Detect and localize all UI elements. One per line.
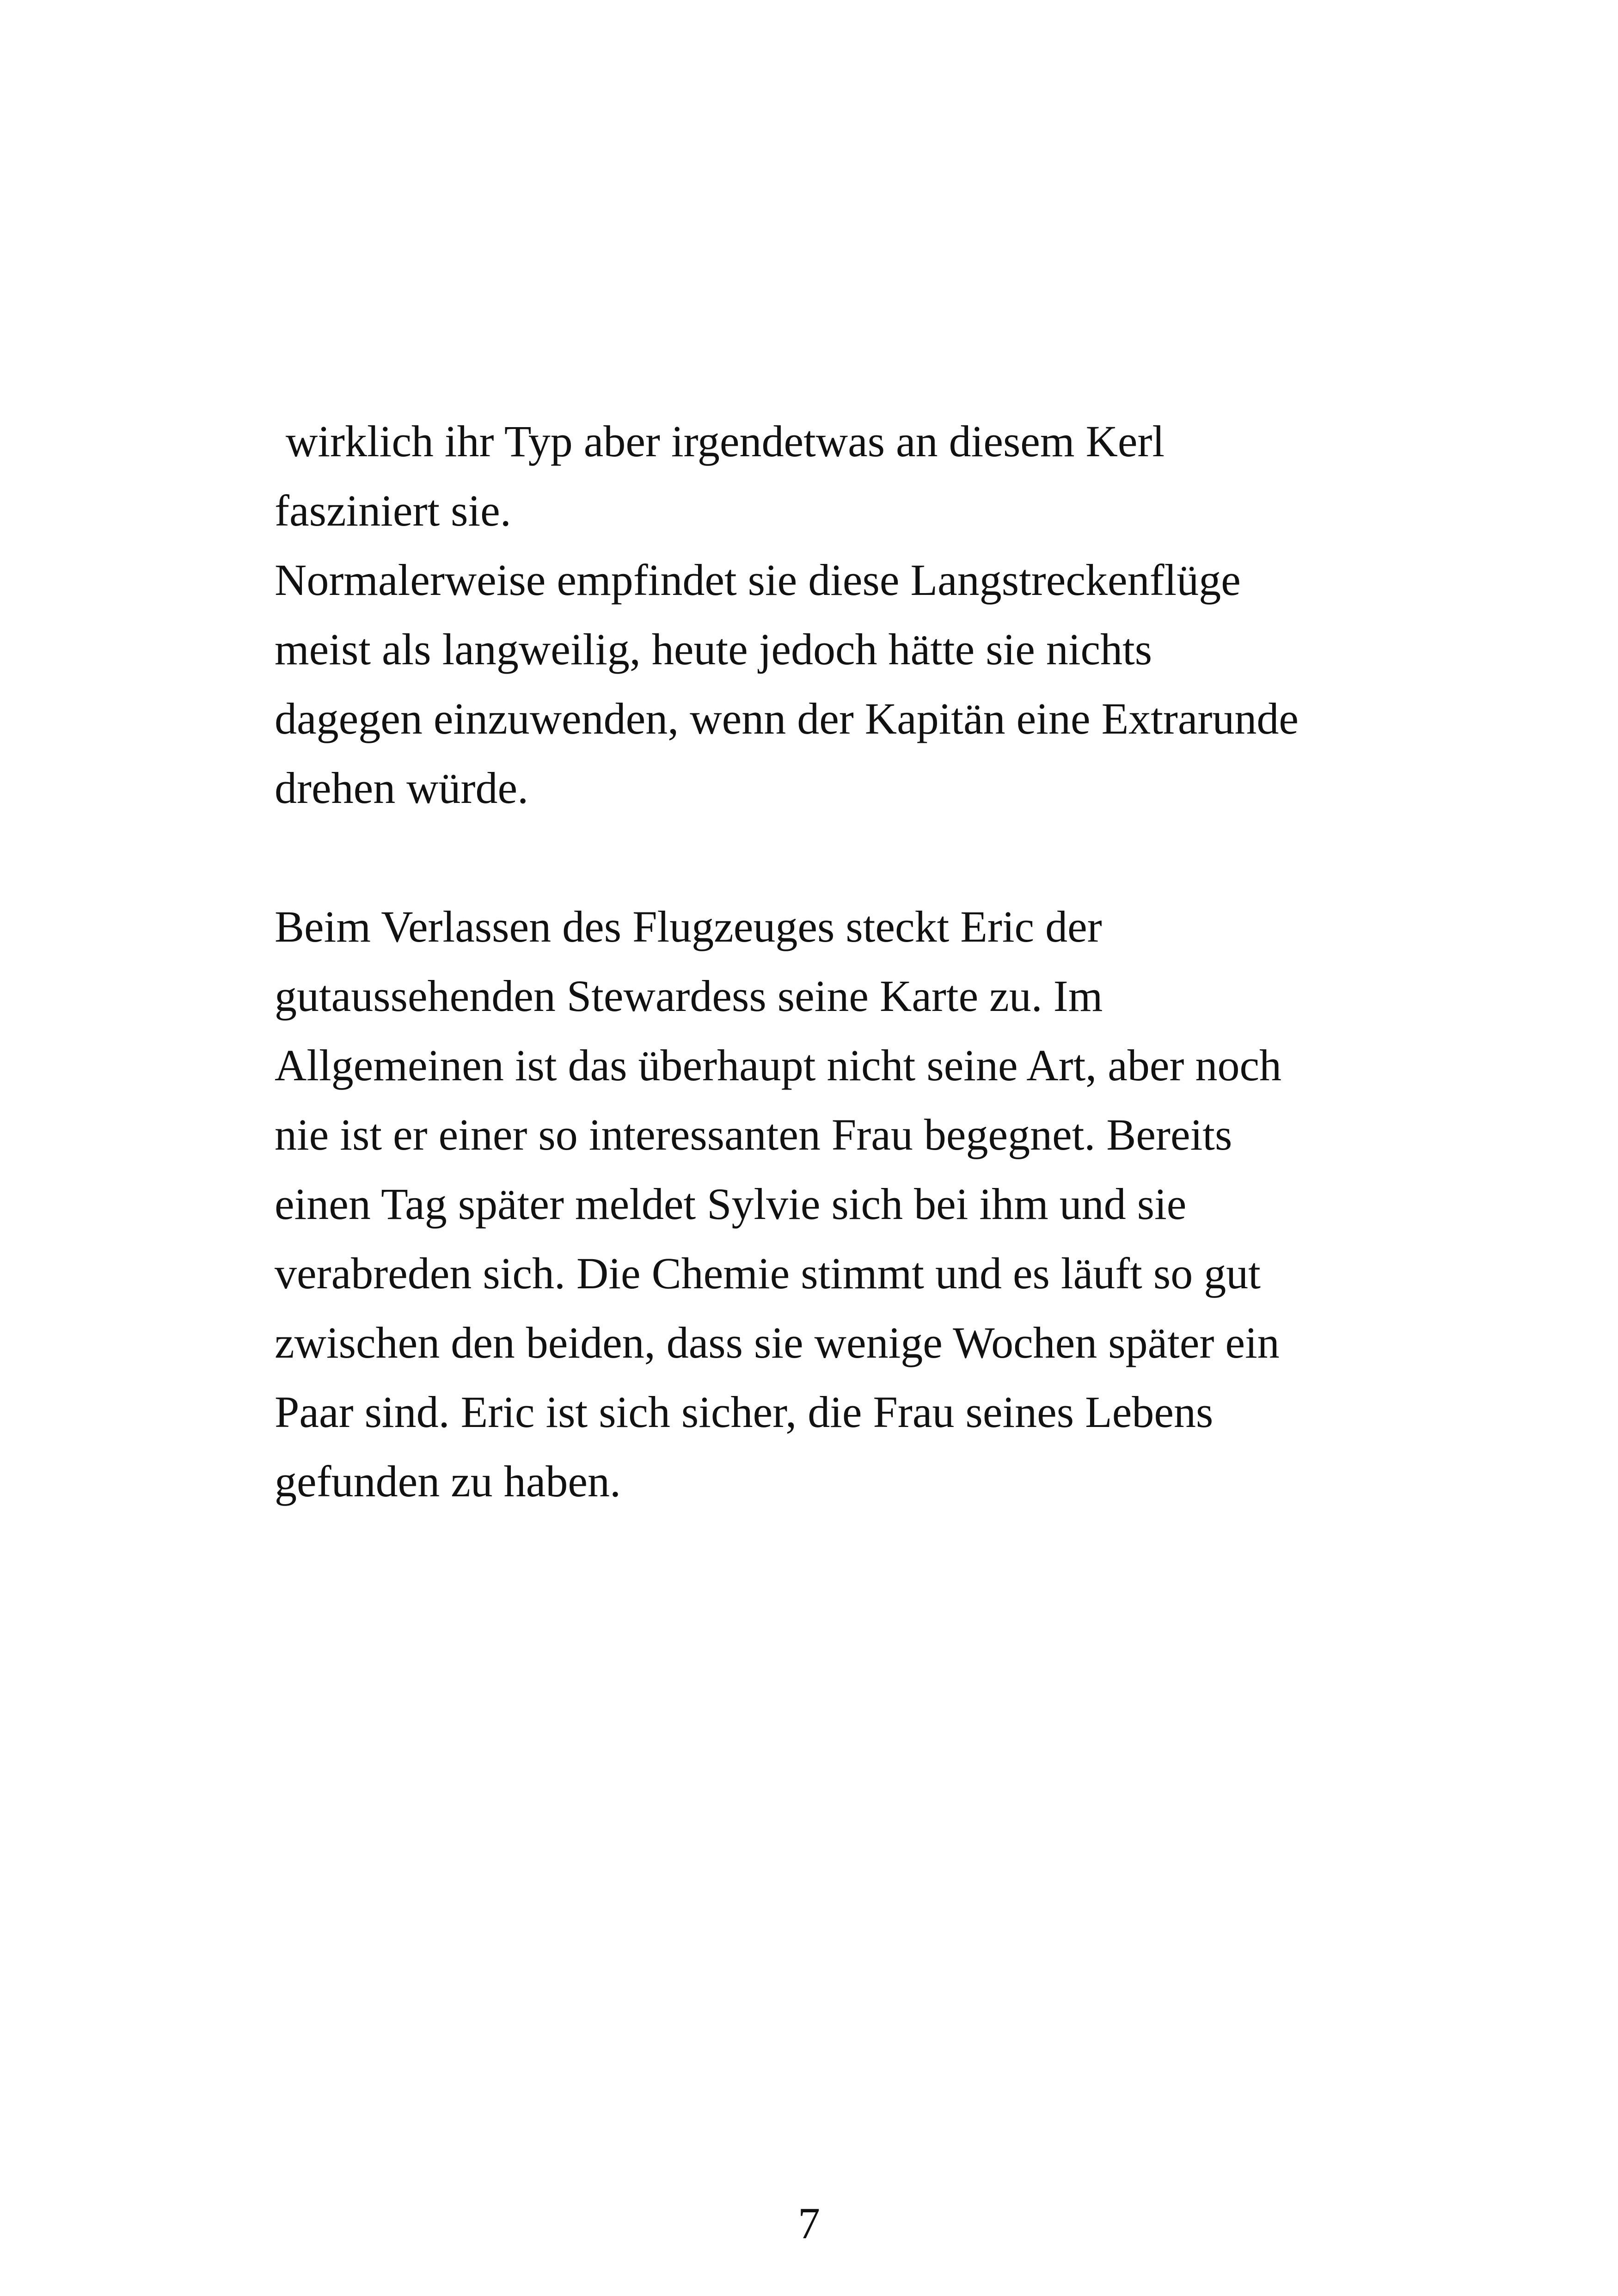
text-line: zwischen den beiden, dass sie wenige Wochen später ein bbox=[275, 1318, 1280, 1367]
text-line: dagegen einzuwenden, wenn der Kapitän eine Extrarunde bbox=[275, 694, 1299, 743]
text-line: Normalerweise empfindet sie diese Langstreckenflüge bbox=[275, 555, 1241, 605]
page-number: 7 bbox=[798, 2198, 820, 2248]
text-line: verabreden sich. Die Chemie stimmt und es läuft so gut bbox=[275, 1249, 1261, 1298]
text-line: drehen würde. bbox=[275, 763, 529, 813]
paragraph-2 bbox=[275, 892, 1430, 1516]
text-line: gefunden zu haben. bbox=[275, 1457, 621, 1506]
paragraph-spacer bbox=[275, 823, 1430, 892]
text-line: fasziniert sie. bbox=[275, 486, 511, 535]
paragraph-1 bbox=[275, 407, 1430, 823]
body-text bbox=[275, 407, 1430, 1516]
text-line: gutaussehenden Stewardess seine Karte zu. Im bbox=[275, 971, 1103, 1021]
text-line: meist als langweilig, heute jedoch hätte sie nichts bbox=[275, 625, 1152, 674]
text-line: Beim Verlassen des Flugzeuges steckt Eric der bbox=[275, 902, 1102, 951]
text-line: nie ist er einer so interessanten Frau begegnet. Bereits bbox=[275, 1110, 1232, 1159]
text-line: Allgemeinen ist das überhaupt nicht seine Art, aber noch bbox=[275, 1041, 1282, 1090]
text-line: einen Tag später meldet Sylvie sich bei ihm und sie bbox=[275, 1179, 1187, 1229]
text-line: Paar sind. Eric ist sich sicher, die Frau seines Lebens bbox=[275, 1387, 1214, 1437]
text-line: wirklich ihr Typ aber irgendetwas an diesem Kerl bbox=[275, 416, 1165, 466]
